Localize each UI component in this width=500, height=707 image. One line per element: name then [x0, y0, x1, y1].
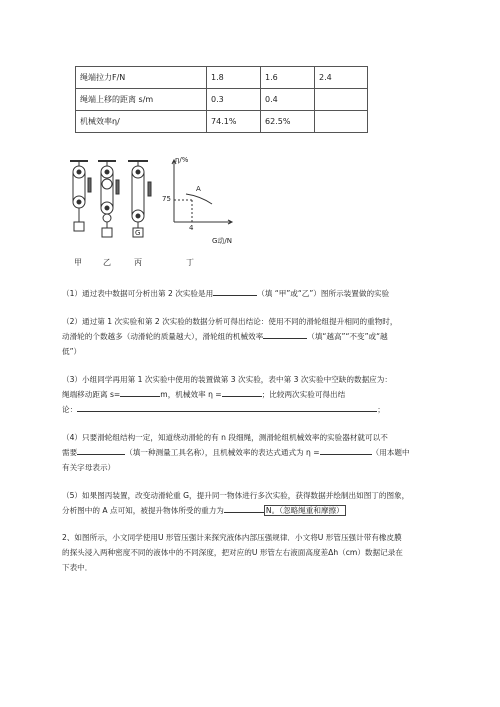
q2-text-a: 动滑轮的个数越多（动滑轮的质量越大），滑轮组的机械效率: [62, 332, 264, 341]
graph-point-a: A: [196, 185, 201, 193]
table-cell-label: 机械效率η/: [76, 111, 207, 133]
question-2: [62, 314, 398, 359]
graph-y-tick: 75: [162, 195, 171, 203]
answer-blank[interactable]: [77, 445, 125, 455]
table-cell: 1.8: [207, 67, 261, 89]
q4-line-2: [62, 445, 410, 460]
q3-line-3: [62, 402, 392, 417]
answer-blank[interactable]: [213, 286, 257, 296]
q2-text-b: （填“越高”“不变”或“越: [307, 332, 388, 341]
table-cell: [315, 89, 368, 111]
q5-text-a: 分析图中的 A 点可知，被提升物体所受的重力为: [62, 506, 224, 515]
q5-line-1: （5）如果图丙装置，改变动滑轮重 G，提升同一物体进行多次实验，获得数据并绘制出如图丁的图象，: [62, 491, 410, 500]
question-5: [62, 488, 409, 518]
answer-blank[interactable]: [222, 387, 262, 397]
answer-blank[interactable]: [263, 329, 307, 339]
label-jia: 甲: [74, 258, 82, 267]
q4-line-3: 有关字母表示）: [62, 463, 116, 472]
pulley-figure: [62, 158, 262, 270]
q3-text-b: m，机械效率 η =: [160, 390, 222, 399]
table-cell: 62.5%: [261, 111, 315, 133]
table-row: [76, 67, 368, 89]
q2-line-3: 低”）: [62, 347, 82, 356]
next-line-1: 2、如图所示，小文同学使用U 形管压强计来探究液体内部压强规律．小文将U 形管压强计带有橡皮膜: [62, 533, 402, 542]
question-1: [62, 286, 389, 301]
label-yi: 乙: [103, 258, 111, 267]
q4-text-b: （填一种测量工具名称），且机械效率的表达式通式为 η =: [125, 448, 320, 457]
answer-blank[interactable]: [77, 402, 377, 412]
q2-line-2: [62, 329, 398, 344]
graph-x-tick: 4: [189, 224, 194, 232]
label-ding: 丁: [186, 258, 194, 267]
answer-blank[interactable]: [224, 503, 264, 513]
table-cell: 0.3: [207, 89, 261, 111]
label-bing: 丙: [134, 258, 142, 267]
next-line-3: 下表中．: [62, 563, 93, 572]
q3-text-a: 绳端移动距离 s=: [62, 390, 121, 399]
pulley-diagram: [62, 158, 262, 270]
q3-line-1: （3）小组同学再用第 1 次实验中使用的装置做第 3 次实验，表中第 3 次实验中空缺的数据应为：: [62, 375, 392, 384]
q4-line-1: （4）只要滑轮组结构一定，知道绕动滑轮的有 n 段细绳，测滑轮组机械效率的实验器材就可以不: [62, 433, 388, 442]
answer-blank[interactable]: [120, 387, 160, 397]
question-3: [62, 372, 392, 417]
answer-blank[interactable]: [320, 445, 372, 455]
graph-y-axis-label: η/%: [175, 156, 189, 164]
table-cell-label: 绳端上移的距离 s/m: [76, 89, 207, 111]
table-cell-label: 绳端拉力F/N: [76, 67, 207, 89]
q1-text-b: （填 “甲”或“乙”）图所示装置做的实验: [257, 289, 390, 298]
table-cell: [315, 111, 368, 133]
q4-text-c: （用本题中: [371, 448, 410, 457]
next-line-2: 的探头浸入两种密度不同的液体中的不同深度，把对应的U 形管左右液面高度差Δh（cm）数据记录在: [62, 548, 403, 557]
data-table: [75, 66, 368, 133]
table-cell: 0.4: [261, 89, 315, 111]
question-4: [62, 430, 410, 475]
q5-text-b: N。（忽略绳重和摩擦）: [265, 506, 344, 515]
table-cell: 74.1%: [207, 111, 261, 133]
q3-text-d: 论：: [62, 405, 78, 414]
q1-text-a: （1）通过表中数据可分析出第 2 次实验是用: [62, 289, 214, 298]
q3-text-c: ；比较两次实验可得出结: [261, 390, 346, 399]
question-next: [62, 530, 403, 575]
q3-line-2: [62, 387, 392, 402]
graph-x-axis-label: G动/N: [212, 237, 233, 245]
q3-text-e: ；: [377, 405, 385, 414]
q2-line-1: （2）通过第 1 次实验和第 2 次实验的数据分析可得出结论：使用不同的滑轮组提升相同的重物时，: [62, 317, 398, 326]
table-cell: 1.6: [261, 67, 315, 89]
table-row: [76, 111, 368, 133]
table-cell: 2.4: [315, 67, 368, 89]
table-row: [76, 89, 368, 111]
q5-line-2: [62, 503, 409, 518]
pulley-g-label: G: [135, 229, 141, 237]
q4-text-a: 需要: [62, 448, 78, 457]
